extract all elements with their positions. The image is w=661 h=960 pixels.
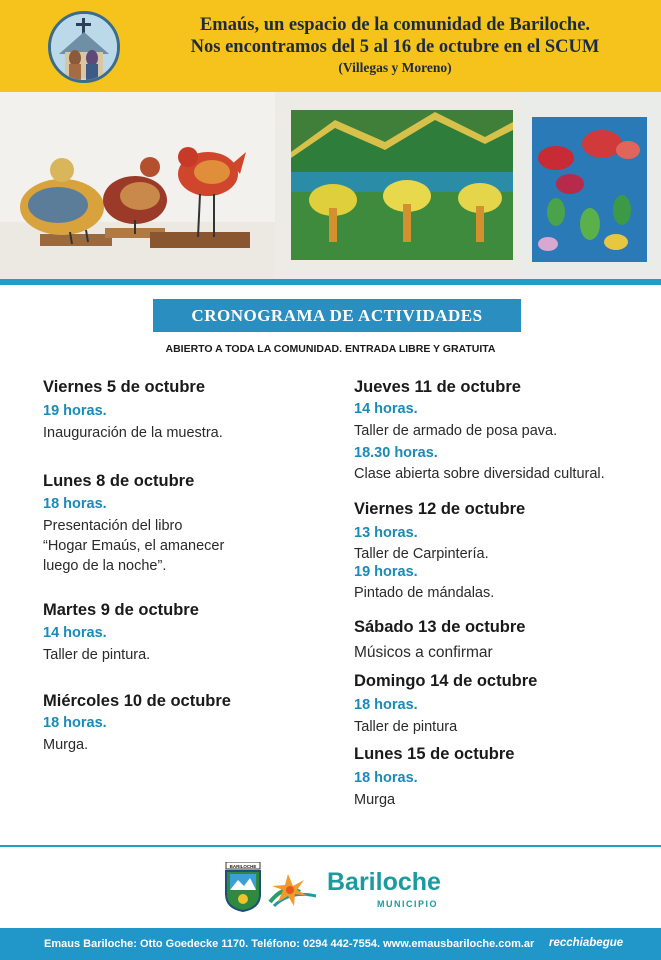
municipality-name: Bariloche <box>327 868 441 896</box>
event-description: Murga <box>354 792 396 808</box>
header-banner <box>0 0 661 92</box>
event-time: 18 horas. <box>43 496 107 512</box>
event-day: Domingo 14 de octubre <box>354 672 538 690</box>
event-time: 18 horas. <box>354 770 418 786</box>
header-line-2: Nos encontramos del 5 al 16 de octubre en el SCUM <box>190 37 600 57</box>
event-time: 18 horas. <box>354 697 418 713</box>
bariloche-crest-icon <box>222 862 264 912</box>
event-day: Lunes 8 de octubre <box>43 472 195 490</box>
header-line-1: Emaús, un espacio de la comunidad de Bariloche. <box>199 15 591 35</box>
event-day: Sábado 13 de octubre <box>354 618 526 636</box>
photo-divider <box>0 279 661 285</box>
photo-flowers-painting <box>520 92 661 279</box>
event-time: 14 horas. <box>354 401 418 417</box>
photo-strip <box>0 92 661 279</box>
photo-landscape-painting <box>275 92 520 279</box>
footer-address: Emaus Bariloche: Otto Goedecke 1170. Teléfono: 0294 442-7554. www.emausbariloche.com.ar <box>44 938 535 950</box>
event-description: luego de la noche”. <box>43 558 167 574</box>
event-description: Taller de Carpintería. <box>354 546 489 562</box>
event-time: 18 horas. <box>43 715 107 731</box>
event-day: Jueves 11 de octubre <box>354 378 521 396</box>
event-description: “Hogar Emaús, el amanecer <box>43 538 225 554</box>
event-description: Taller de armado de posa pava. <box>354 423 558 439</box>
event-description: Inauguración de la muestra. <box>43 425 223 441</box>
header-line-3: (Villegas y Moreno) <box>338 60 452 75</box>
event-time: 13 horas. <box>354 525 418 541</box>
event-description: Presentación del libro <box>43 518 183 534</box>
event-time: 19 horas. <box>43 403 107 419</box>
photo-ceramic-birds <box>0 92 275 279</box>
event-time: 14 horas. <box>43 625 107 641</box>
schedule-title: CRONOGRAMA DE ACTIVIDADES <box>153 299 521 332</box>
event-time: 19 horas. <box>354 564 418 580</box>
event-day: Miércoles 10 de octubre <box>43 692 231 710</box>
crest-text: BARILOCHE <box>229 864 257 869</box>
event-day: Martes 9 de octubre <box>43 601 199 619</box>
municipality-subtitle: MUNICIPIO <box>377 899 439 909</box>
event-description: Pintado de mándalas. <box>354 585 495 601</box>
event-time: 18.30 horas. <box>354 445 438 461</box>
header-text <box>135 14 655 78</box>
schedule-subtitle: ABIERTO A TODA LA COMUNIDAD. ENTRADA LIBRE Y GRATUITA <box>165 343 496 355</box>
event-day: Viernes 5 de octubre <box>43 378 206 396</box>
event-description: Murga. <box>43 737 89 753</box>
event-description: Músicos a confirmar <box>354 644 493 661</box>
footer-bar <box>0 928 661 960</box>
event-description: Taller de pintura. <box>43 647 151 663</box>
footer-credit: recchiabegue <box>549 937 624 949</box>
emaus-logo-icon <box>48 11 120 83</box>
event-description: Clase abierta sobre diversidad cultural. <box>354 466 605 482</box>
event-day: Lunes 15 de octubre <box>354 745 515 763</box>
event-day: Viernes 12 de octubre <box>354 500 526 518</box>
event-description: Taller de pintura <box>354 719 458 735</box>
footer-divider <box>0 845 661 847</box>
lily-flower-icon <box>266 868 326 912</box>
